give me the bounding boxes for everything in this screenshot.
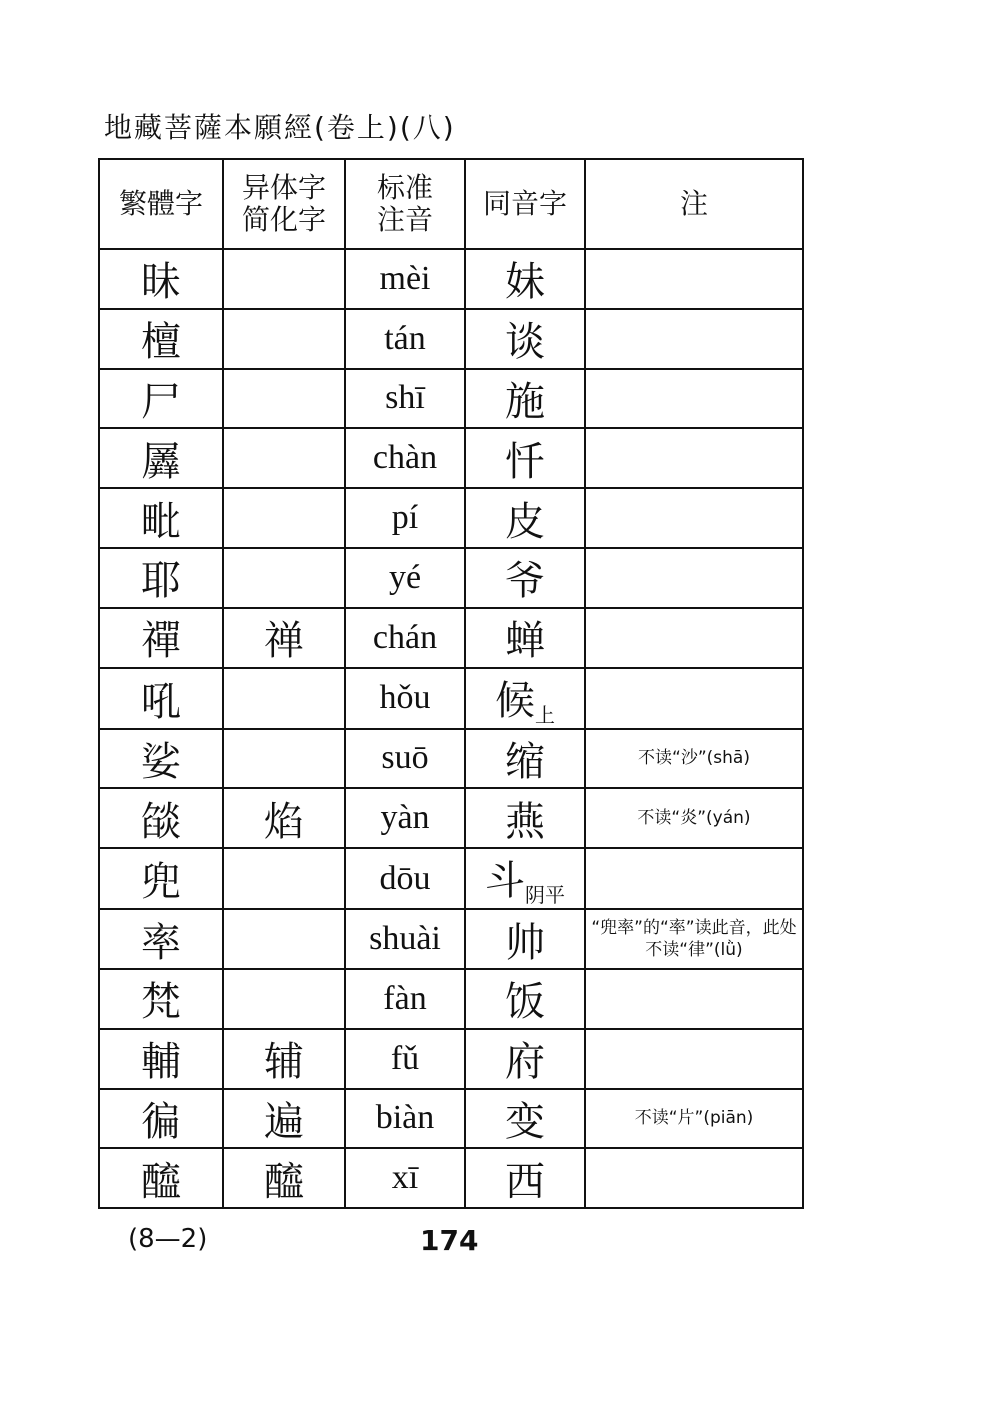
traditional-char-cell: 輔	[99, 1029, 223, 1089]
table-row	[99, 848, 803, 909]
table-row	[99, 788, 803, 848]
pinyin-cell: pí	[345, 488, 465, 548]
homophone-char: 缩	[505, 738, 545, 785]
homophone-cell	[465, 1148, 585, 1208]
pinyin-cell: biàn	[345, 1089, 465, 1149]
section-marker: (8—2)	[128, 1224, 208, 1254]
header-pinyin	[345, 159, 465, 249]
traditional-char-cell: 檀	[99, 309, 223, 369]
homophone-char: 府	[505, 1039, 545, 1086]
table-row	[99, 1029, 803, 1089]
pinyin-cell: chán	[345, 608, 465, 668]
traditional-char-cell: 尸	[99, 369, 223, 429]
note-cell	[585, 969, 803, 1029]
homophone-char: 候	[495, 677, 535, 724]
homophone-char: 变	[505, 1098, 545, 1145]
note-cell	[585, 848, 803, 909]
table-row	[99, 428, 803, 488]
homophone-cell	[465, 249, 585, 309]
traditional-char-cell: 禪	[99, 608, 223, 668]
simplified-char-cell: 禅	[223, 608, 345, 668]
simplified-char-cell	[223, 548, 345, 608]
header-variant-simplified	[223, 159, 345, 249]
homophone-cell	[465, 729, 585, 789]
homophone-cell	[465, 548, 585, 608]
pinyin-cell: mèi	[345, 249, 465, 309]
header-pinyin-line1: 标准	[376, 171, 433, 204]
homophone-cell	[465, 608, 585, 668]
table-row	[99, 668, 803, 729]
header-variant-line1: 异体字	[241, 171, 326, 204]
pinyin-cell: fǔ	[345, 1029, 465, 1089]
document-title: 地藏菩薩本願經(卷上)(八)	[104, 111, 456, 144]
simplified-char-cell	[223, 428, 345, 488]
table-row	[99, 488, 803, 548]
traditional-char-cell: 徧	[99, 1089, 223, 1149]
note-cell	[585, 488, 803, 548]
pinyin-cell: dōu	[345, 848, 465, 909]
pinyin-cell: yàn	[345, 788, 465, 848]
homophone-char: 谈	[505, 319, 545, 366]
table-row	[99, 369, 803, 429]
homophone-char: 施	[505, 378, 545, 425]
note-cell	[585, 548, 803, 608]
homophone-char: 燕	[505, 798, 545, 845]
table-row	[99, 729, 803, 789]
note-cell	[585, 608, 803, 668]
homophone-cell	[465, 488, 585, 548]
homophone-char: 斗	[485, 858, 525, 905]
note-cell	[585, 309, 803, 369]
traditional-char-cell: 燄	[99, 788, 223, 848]
traditional-char-cell: 兜	[99, 848, 223, 909]
table-row	[99, 1089, 803, 1149]
simplified-char-cell: 焰	[223, 788, 345, 848]
homophone-cell	[465, 428, 585, 488]
traditional-char-cell: 羼	[99, 428, 223, 488]
note-cell: “兜率”的“率”读此音，此处不读“律”(lǜ)	[585, 909, 803, 969]
homophone-cell	[465, 909, 585, 969]
homophone-cell	[465, 788, 585, 848]
pinyin-cell: shuài	[345, 909, 465, 969]
pinyin-cell: fàn	[345, 969, 465, 1029]
simplified-char-cell	[223, 488, 345, 548]
homophone-cell	[465, 1089, 585, 1149]
homophone-cell	[465, 668, 585, 729]
homophone-cell	[465, 1029, 585, 1089]
homophone-char: 帅	[505, 919, 545, 966]
simplified-char-cell	[223, 729, 345, 789]
note-cell	[585, 668, 803, 729]
traditional-char-cell: 耶	[99, 548, 223, 608]
traditional-char-cell: 昧	[99, 249, 223, 309]
header-variant-line2: 简化字	[241, 203, 326, 236]
homophone-cell	[465, 969, 585, 1029]
character-glossary-table	[98, 158, 804, 1209]
table-row	[99, 548, 803, 608]
table-row	[99, 969, 803, 1029]
note-cell: 不读“片”(piān)	[585, 1089, 803, 1149]
note-cell	[585, 249, 803, 309]
traditional-char-cell: 梵	[99, 969, 223, 1029]
note-cell	[585, 1029, 803, 1089]
header-pinyin-line2: 注音	[376, 203, 433, 236]
homophone-char: 忏	[505, 438, 545, 485]
page-number: 174	[420, 1224, 479, 1257]
note-cell: 不读“炎”(yán)	[585, 788, 803, 848]
pinyin-cell: hǒu	[345, 668, 465, 729]
simplified-char-cell	[223, 369, 345, 429]
note-cell	[585, 369, 803, 429]
homophone-cell	[465, 848, 585, 909]
glossary-body	[99, 249, 803, 1208]
note-cell	[585, 428, 803, 488]
table-row	[99, 909, 803, 969]
homophone-char: 饭	[505, 979, 545, 1026]
pinyin-cell: chàn	[345, 428, 465, 488]
traditional-char-cell: 娑	[99, 729, 223, 789]
traditional-char-cell: 吼	[99, 668, 223, 729]
simplified-char-cell	[223, 848, 345, 909]
simplified-char-cell: 醯	[223, 1148, 345, 1208]
simplified-char-cell: 辅	[223, 1029, 345, 1089]
simplified-char-cell	[223, 249, 345, 309]
pinyin-cell: shī	[345, 369, 465, 429]
homophone-char: 皮	[505, 498, 545, 545]
homophone-char: 西	[505, 1158, 545, 1205]
header-note: 注	[585, 159, 803, 249]
traditional-char-cell: 率	[99, 909, 223, 969]
pinyin-cell: yé	[345, 548, 465, 608]
simplified-char-cell	[223, 668, 345, 729]
table-row	[99, 1148, 803, 1208]
traditional-char-cell: 毗	[99, 488, 223, 548]
homophone-cell	[465, 369, 585, 429]
simplified-char-cell: 遍	[223, 1089, 345, 1149]
homophone-tone-note: 上	[535, 702, 555, 727]
note-cell: 不读“沙”(shā)	[585, 729, 803, 789]
homophone-char: 蝉	[505, 618, 545, 665]
table-row	[99, 309, 803, 369]
table-row	[99, 249, 803, 309]
note-cell	[585, 1148, 803, 1208]
pinyin-cell: xī	[345, 1148, 465, 1208]
header-homophone: 同音字	[465, 159, 585, 249]
table-row	[99, 608, 803, 668]
pinyin-cell: tán	[345, 309, 465, 369]
header-row	[99, 159, 803, 249]
traditional-char-cell: 醯	[99, 1148, 223, 1208]
simplified-char-cell	[223, 909, 345, 969]
homophone-cell	[465, 309, 585, 369]
simplified-char-cell	[223, 969, 345, 1029]
pinyin-cell: suō	[345, 729, 465, 789]
homophone-tone-note: 阴平	[525, 883, 565, 908]
homophone-char: 妹	[505, 259, 545, 306]
header-traditional: 繁體字	[99, 159, 223, 249]
simplified-char-cell	[223, 309, 345, 369]
homophone-char: 爷	[505, 558, 545, 605]
